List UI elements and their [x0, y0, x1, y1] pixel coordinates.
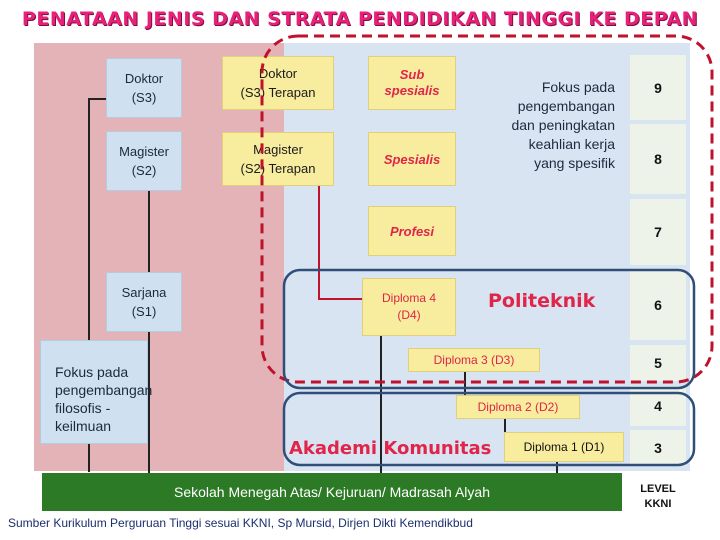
- diploma-4-code: (D4): [397, 308, 421, 322]
- level-7: 7: [630, 199, 686, 265]
- level-9: 9: [630, 55, 686, 120]
- sarjana-code: (S1): [131, 304, 157, 319]
- level-8: 8: [630, 124, 686, 194]
- professional-focus-line: keahlian kerja: [528, 136, 615, 152]
- level-4: 4: [630, 386, 686, 426]
- politeknik-outline: [284, 270, 694, 388]
- doktor-terapan-code: (S3) Terapan: [240, 85, 316, 100]
- doktor-label: Doktor: [124, 71, 164, 86]
- level-5: 5: [630, 345, 686, 381]
- level-label-line: LEVEL: [640, 483, 676, 495]
- politeknik-label: Politeknik: [488, 290, 596, 312]
- doktor-code: (S3): [131, 90, 157, 105]
- secondary-school-bar: [42, 473, 622, 511]
- diploma-2-label: Diploma 2 (D2): [477, 399, 559, 414]
- akademi-komunitas-outline: [284, 393, 694, 465]
- academic-focus-line: pengembangan: [55, 382, 153, 398]
- sarjana-label: Sarjana: [121, 285, 167, 300]
- sub-spesialis-line: Sub: [399, 67, 425, 82]
- professional-focus-line: yang spesifik: [534, 155, 615, 171]
- academic-focus-line: keilmuan: [55, 418, 112, 434]
- professional-dashed-outline: [262, 36, 712, 382]
- level-6: 6: [630, 270, 686, 340]
- magister-terapan-label: Magister: [253, 142, 303, 157]
- level-label-line: KKNI: [644, 498, 672, 510]
- professional-focus-line: pengembangan: [517, 98, 615, 114]
- magister-code: (S2): [131, 163, 157, 178]
- page-title: PENATAAN JENIS DAN STRATA PENDIDIKAN TINGGI KE DEPAN: [21, 8, 699, 30]
- diploma-4-label: Diploma 4: [381, 291, 437, 305]
- secondary-school-label: Sekolah Menegah Atas/ Kejuruan/ Madrasah Alyah: [174, 484, 490, 500]
- spesialis-label: Spesialis: [383, 151, 441, 167]
- academic-focus-line: filosofis -: [55, 400, 111, 416]
- professional-focus-line: dan peningkatan: [511, 117, 615, 133]
- professional-focus-line: Fokus pada: [541, 79, 615, 95]
- diploma-3-label: Diploma 3 (D3): [433, 352, 515, 367]
- source-footnote: Sumber Kurikulum Perguruan Tinggi sesuai KKNI, Sp Mursid, Dirjen Dikti Kemendikbud: [8, 516, 473, 530]
- academic-focus-line: Fokus pada: [55, 364, 129, 380]
- level-3: 3: [630, 430, 686, 466]
- sub-spesialis-line: spesialis: [384, 83, 440, 98]
- akademi-komunitas-label: Akademi Komunitas: [289, 438, 492, 459]
- diploma-1-label: Diploma 1 (D1): [523, 439, 605, 454]
- magister-terapan-code: (S2) Terapan: [240, 161, 316, 176]
- magister-label: Magister: [119, 144, 169, 159]
- doktor-terapan-label: Doktor: [258, 66, 298, 81]
- profesi-label: Profesi: [389, 223, 435, 239]
